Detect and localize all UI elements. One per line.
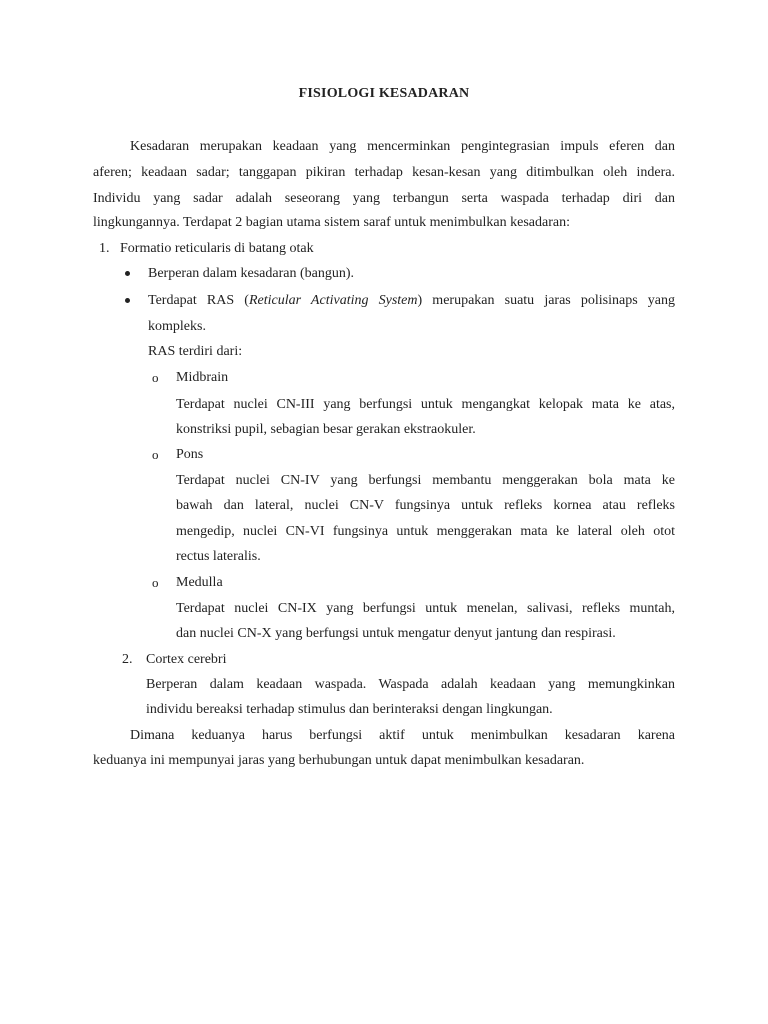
document-title: FISIOLOGI KESADARAN [298, 86, 470, 101]
ras-prefix: Terdapat RAS ( [148, 293, 249, 308]
item-2-line-2: individu bereaksi terhadap stimulus dan berinteraksi dengan lingkungan. [146, 702, 553, 717]
pons-line-2: bawah dan lateral, nuclei CN-V fungsinya untuk refleks kornea atau refleks [176, 498, 675, 513]
bullet-icon [125, 271, 130, 276]
item-2-heading: Cortex cerebri [146, 652, 227, 667]
intro-line-4: lingkungannya. Terdapat 2 bagian utama sistem saraf untuk menimbulkan kesadaran: [93, 215, 570, 230]
bullet-icon [125, 298, 130, 303]
medulla-line-1: Terdapat nuclei CN-IX yang berfungsi untuk menelan, salivasi, refleks muntah, [176, 601, 675, 616]
midbrain-line-1: Terdapat nuclei CN-III yang berfungsi untuk mengangkat kelopak mata ke atas, [176, 397, 675, 412]
intro-line-2: aferen; keadaan sadar; tanggapan pikiran terhadap kesan-kesan yang ditimbulkan oleh indera. [93, 165, 675, 180]
item-1-heading: Formatio reticularis di batang otak [120, 241, 314, 256]
medulla-line-2: dan nuclei CN-X yang berfungsi untuk mengatur denyut jantung dan respirasi. [176, 626, 616, 641]
intro-line-1: Kesadaran merupakan keadaan yang mencerminkan pengintegrasian impuls eferen dan [130, 139, 675, 154]
pons-title: Pons [176, 447, 204, 462]
pons-line-3: mengedip, nuclei CN-VI fungsinya untuk menggerakan mata ke lateral oleh otot [176, 524, 675, 539]
closing-line-1: Dimana keduanya harus berfungsi aktif untuk menimbulkan kesadaran karena [130, 728, 675, 743]
ras-heading: RAS terdiri dari: [148, 344, 243, 359]
ras-suffix: ) merupakan suatu jaras polisinaps yang [417, 293, 676, 308]
closing-line-2: keduanya ini mempunyai jaras yang berhubungan untuk dapat menimbulkan kesadaran. [93, 753, 585, 768]
ras-italic-term: Reticular Activating System [248, 293, 418, 308]
sub-bullet-icon: o [152, 575, 159, 590]
list-number-1: 1. [99, 241, 110, 256]
item-1-bullet-1: Berperan dalam kesadaran (bangun). [148, 266, 355, 281]
list-number-2: 2. [122, 652, 133, 667]
midbrain-title: Midbrain [176, 370, 229, 385]
midbrain-line-2: konstriksi pupil, sebagian besar gerakan ekstraokuler. [176, 422, 476, 437]
item-2-line-1: Berperan dalam keadaan waspada. Waspada adalah keadaan yang memungkinkan [146, 677, 675, 692]
intro-line-3: Individu yang sadar adalah seseorang yang terbangun serta waspada terhadap diri dan [93, 191, 675, 206]
item-1-bullet-2 [148, 292, 675, 310]
medulla-title: Medulla [176, 575, 223, 590]
pons-line-1: Terdapat nuclei CN-IV yang berfungsi membantu menggerakan bola mata ke [176, 473, 675, 488]
sub-bullet-icon: o [152, 447, 159, 462]
pons-line-4: rectus lateralis. [176, 549, 261, 564]
sub-bullet-icon: o [152, 370, 159, 385]
item-1-bullet-2-line-2: kompleks. [148, 319, 206, 334]
